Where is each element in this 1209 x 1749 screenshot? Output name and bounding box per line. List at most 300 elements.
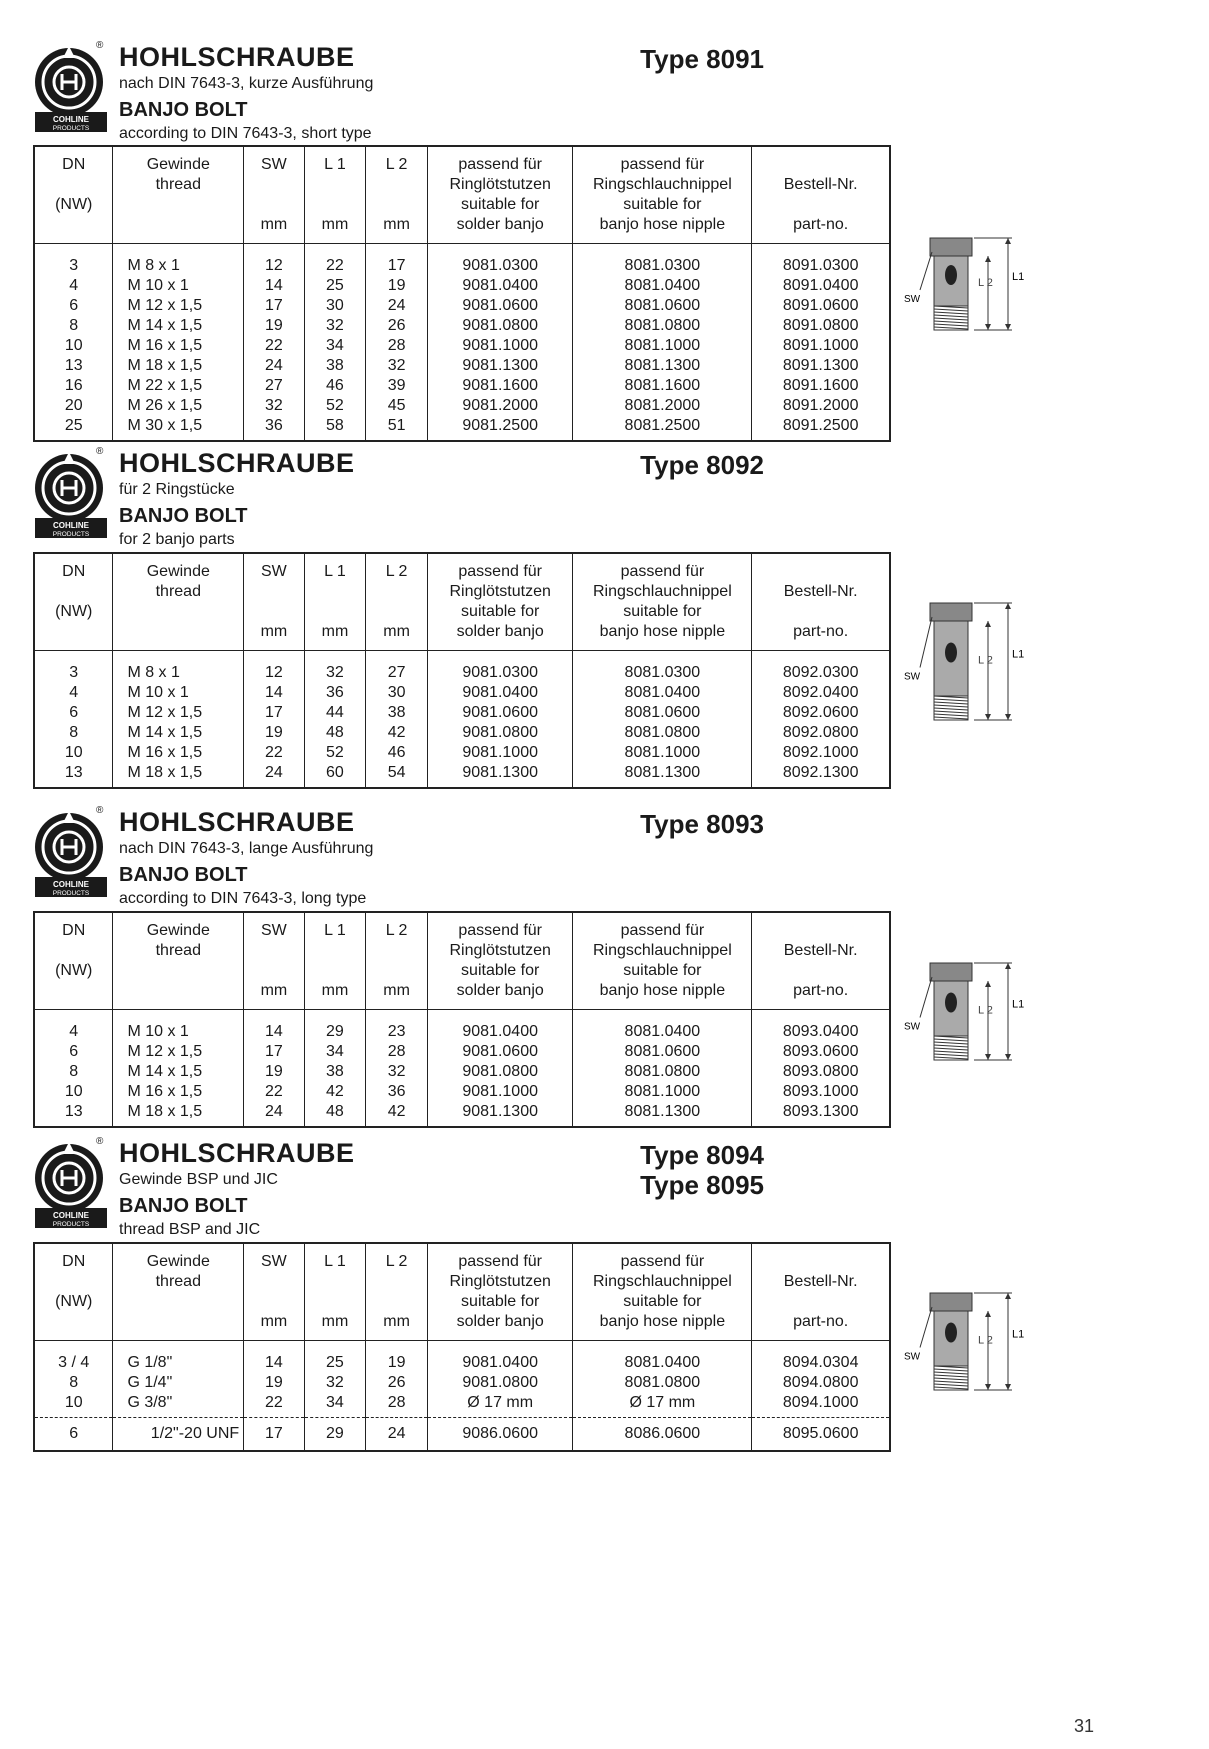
table-cell: M 18 x 1,5 [127, 1103, 203, 1120]
table-cell: 24 [387, 297, 406, 314]
col-l2-header: L 2 mm [366, 1243, 428, 1341]
table-cell: 3 / 4 [58, 1354, 90, 1371]
table-cell: 36 [326, 684, 344, 701]
banjo-bolt-drawing-icon [900, 1285, 1050, 1395]
type-number: Type 8093 [640, 809, 764, 839]
table-cell: 42 [387, 1103, 406, 1120]
table-cell: 8081.1300 [624, 764, 701, 781]
col-l2-header: L 2 mm [366, 146, 428, 244]
svg-text:COHLINE: COHLINE [53, 1211, 89, 1220]
svg-text:PRODUCTS: PRODUCTS [52, 531, 90, 538]
table-cell: 9081.0600 [462, 704, 538, 721]
table-cell: 32 [326, 1374, 344, 1391]
col-l2-header: L 2 mm [366, 553, 428, 651]
col-thread-header: Gewinde thread [113, 146, 244, 244]
table-cell: 17 [264, 704, 283, 721]
spec-table [33, 911, 891, 1128]
subtitle-de: nach DIN 7643-3, lange Ausführung [119, 840, 374, 857]
table-cell: 3 [69, 664, 79, 681]
table-cell: Ø 17 mm [467, 1394, 534, 1411]
type-number: Type 8094 [640, 1140, 764, 1170]
table-cell: M 30 x 1,5 [127, 417, 203, 434]
table-cell: M 10 x 1 [127, 684, 189, 701]
table-cell: 9081.0400 [462, 684, 538, 701]
table-header-row [34, 553, 890, 651]
table-cell: 30 [326, 297, 344, 314]
table-cell: 23 [387, 1023, 406, 1040]
col-hose-header: passend für Ringschlauchnippel suitable for banjo hose nipple [573, 553, 752, 651]
table-cell: 19 [264, 1374, 283, 1391]
col-solder-values [427, 1010, 573, 1128]
svg-text:L1: L1 [1012, 271, 1025, 283]
table-cell: 45 [387, 397, 406, 414]
title-de: HOHLSCHRAUBE [119, 1138, 355, 1168]
col-solder-header: passend für Ringlötstutzen suitable for solder banjo [427, 146, 573, 244]
table-cell: 8081.1600 [624, 377, 701, 394]
col-l2-values [366, 1341, 428, 1418]
table-cell: 8 [69, 317, 79, 334]
table-cell: 19 [264, 724, 283, 741]
table-cell: 8091.1600 [782, 377, 859, 394]
col-dn-values [34, 651, 113, 789]
table-cell: 24 [264, 764, 283, 781]
page-number: 31 [1073, 1716, 1094, 1736]
col-l1-header: L 1 mm [304, 1243, 366, 1341]
table-cell: 32 [387, 357, 406, 374]
svg-text:PRODUCTS: PRODUCTS [52, 1221, 90, 1228]
table-body [34, 244, 890, 442]
table-cell: 8094.0304 [782, 1354, 859, 1371]
col-dn-header: DN (NW) [34, 1243, 113, 1341]
table-cell: 24 [366, 1418, 428, 1452]
table-cell: 9081.0800 [462, 1374, 538, 1391]
table-cell: 10 [64, 744, 83, 761]
col-thread-values [113, 1341, 244, 1418]
brand-logo-icon [33, 1138, 113, 1228]
table-cell: 8091.0800 [782, 317, 859, 334]
banjo-bolt-drawing-icon [900, 595, 1050, 705]
registered-mark: ® [96, 805, 104, 816]
table-cell: 38 [387, 704, 406, 721]
title-de: HOHLSCHRAUBE [119, 807, 355, 837]
table-cell: 9081.0300 [462, 664, 538, 681]
table-cell: 8081.0800 [624, 1374, 701, 1391]
table-cell: 8081.0400 [624, 1023, 701, 1040]
table-cell: 28 [387, 1394, 406, 1411]
type-label [640, 809, 764, 839]
table-cell: 8081.1000 [624, 1083, 701, 1100]
type-label [640, 450, 764, 480]
table-cell: 8081.1000 [624, 744, 701, 761]
col-l1-values [304, 1010, 366, 1128]
table-header-row [34, 1243, 890, 1341]
table-cell: 46 [387, 744, 406, 761]
table-cell: 8093.0400 [782, 1023, 859, 1040]
col-hose-values [573, 651, 752, 789]
table-cell: M 18 x 1,5 [127, 357, 203, 374]
table-cell: 8081.2000 [624, 397, 701, 414]
col-solder-values [427, 1341, 573, 1418]
col-l2-values [366, 244, 428, 442]
table-cell: 60 [326, 764, 344, 781]
col-thread-values [113, 1010, 244, 1128]
subtitle-en: according to DIN 7643-3, long type [119, 890, 367, 907]
table-cell: 8081.0800 [624, 317, 701, 334]
table-cell: 10 [64, 1394, 83, 1411]
col-part-values [752, 651, 890, 789]
table-cell: 9081.1300 [462, 1103, 538, 1120]
table-cell: M 12 x 1,5 [127, 297, 203, 314]
table-header-row [34, 912, 890, 1010]
svg-text:COHLINE: COHLINE [53, 880, 89, 889]
table-cell: M 22 x 1,5 [127, 377, 203, 394]
type-number: Type 8095 [640, 1170, 764, 1200]
section-header [119, 448, 355, 550]
table-cell: 25 [326, 277, 344, 294]
table-cell: 22 [264, 337, 283, 354]
col-l1-values [304, 1341, 366, 1418]
svg-text:L 2: L 2 [978, 1334, 993, 1347]
table-cell: 8091.0400 [782, 277, 859, 294]
table-cell: M 10 x 1 [127, 1023, 189, 1040]
svg-text:L1: L1 [1012, 998, 1025, 1011]
col-l1-header: L 1 mm [304, 553, 366, 651]
table-cell: 9081.0400 [462, 1023, 538, 1040]
table-cell: 38 [326, 1063, 344, 1080]
table-cell: 38 [326, 357, 344, 374]
table-cell: 9081.0600 [462, 297, 538, 314]
col-part-values [752, 1010, 890, 1128]
table-cell: 8091.1300 [782, 357, 859, 374]
table-cell: 8093.0600 [782, 1043, 859, 1060]
table-cell: 13 [64, 764, 83, 781]
table-cell: 25 [64, 417, 83, 434]
brand-logo-icon [33, 448, 113, 538]
col-sw-values [244, 651, 304, 789]
svg-text:L1: L1 [1012, 648, 1025, 661]
table-cell: 48 [326, 1103, 344, 1120]
table-cell: 8 [69, 1063, 79, 1080]
title-de: HOHLSCHRAUBE [119, 42, 355, 72]
type-label [640, 1140, 764, 1200]
col-dn-header: DN (NW) [34, 146, 113, 244]
table-cell: 8091.0600 [782, 297, 859, 314]
table-cell: 22 [264, 1394, 283, 1411]
table-cell: 14 [264, 1354, 283, 1371]
col-dn-values [34, 1341, 113, 1418]
section-header [119, 1138, 355, 1240]
table-cell: 8092.1300 [782, 764, 859, 781]
table-cell: 8092.0600 [782, 704, 859, 721]
table-cell: 8091.2500 [782, 417, 859, 434]
table-cell: 6 [34, 1418, 113, 1452]
table-cell: 8081.0400 [624, 684, 701, 701]
table-cell: 8081.0300 [624, 664, 701, 681]
col-l2-values [366, 651, 428, 789]
table-row-extra [34, 1418, 890, 1452]
table-cell: 27 [264, 377, 283, 394]
table-cell: 9081.0300 [462, 257, 538, 274]
table-cell: 26 [387, 317, 406, 334]
table-cell: 26 [387, 1374, 406, 1391]
table-cell: 54 [387, 764, 406, 781]
table-cell: 14 [264, 277, 283, 294]
table-cell: 12 [264, 664, 283, 681]
table-cell: 29 [326, 1023, 344, 1040]
col-solder-values [427, 651, 573, 789]
svg-text:SW: SW [904, 671, 921, 683]
table-cell: G 3/8" [127, 1394, 173, 1411]
col-sw-values [244, 1341, 304, 1418]
table-cell: 6 [69, 1043, 79, 1060]
section-header [119, 807, 373, 909]
table-cell: 32 [326, 317, 344, 334]
col-hose-values [573, 244, 752, 442]
col-thread-values [113, 651, 244, 789]
table-cell: 48 [326, 724, 344, 741]
table-cell: 9081.1300 [462, 357, 538, 374]
col-dn-values [34, 244, 113, 442]
table-cell: 8095.0600 [752, 1418, 890, 1452]
col-hose-header: passend für Ringschlauchnippel suitable for banjo hose nipple [573, 912, 752, 1010]
col-dn-values [34, 1010, 113, 1128]
table-cell: 39 [387, 377, 406, 394]
subtitle-en: thread BSP and JIC [119, 1221, 261, 1238]
title-en: BANJO BOLT [119, 99, 248, 121]
col-sw-header: SW mm [244, 1243, 304, 1341]
table-cell: 9081.1000 [462, 1083, 538, 1100]
table-cell: 6 [69, 704, 79, 721]
table-cell: 8081.1000 [624, 337, 701, 354]
col-dn-header: DN (NW) [34, 912, 113, 1010]
col-hose-values [573, 1010, 752, 1128]
title-en: BANJO BOLT [119, 505, 248, 527]
col-thread-header: Gewinde thread [113, 1243, 244, 1341]
table-cell: 8094.1000 [782, 1394, 859, 1411]
svg-text:L 2: L 2 [978, 654, 993, 667]
type-label [640, 44, 764, 74]
col-thread-header: Gewinde thread [113, 912, 244, 1010]
registered-mark: ® [96, 1136, 104, 1147]
table-cell: 22 [264, 744, 283, 761]
col-dn-header: DN (NW) [34, 553, 113, 651]
table-cell: 14 [264, 1023, 283, 1040]
table-cell: 28 [387, 1043, 406, 1060]
table-cell: M 12 x 1,5 [127, 1043, 203, 1060]
table-cell: M 8 x 1 [127, 257, 180, 274]
table-cell: 10 [64, 1083, 83, 1100]
table-cell: 8092.0800 [782, 724, 859, 741]
table-cell: 32 [326, 664, 344, 681]
svg-text:SW: SW [904, 1351, 921, 1363]
table-cell: 28 [387, 337, 406, 354]
table-body [34, 651, 890, 789]
title-en: BANJO BOLT [119, 1195, 248, 1217]
table-cell: 17 [244, 1418, 304, 1452]
table-cell: 8081.1300 [624, 1103, 701, 1120]
table-cell: 8081.0800 [624, 1063, 701, 1080]
spec-table [33, 1242, 891, 1452]
col-l1-header: L 1 mm [304, 146, 366, 244]
table-cell: Ø 17 mm [629, 1394, 696, 1411]
table-cell: 9081.0400 [462, 277, 538, 294]
col-sw-header: SW mm [244, 553, 304, 651]
brand-logo-icon [33, 42, 113, 132]
table-cell: 14 [264, 684, 283, 701]
col-sw-values [244, 1010, 304, 1128]
banjo-bolt-drawing-icon [900, 230, 1050, 340]
table-cell: 9081.0800 [462, 1063, 538, 1080]
table-cell: 13 [64, 357, 83, 374]
col-l2-header: L 2 mm [366, 912, 428, 1010]
table-cell: 4 [69, 1023, 79, 1040]
table-body [34, 1341, 890, 1418]
table-cell: 8081.0300 [624, 257, 701, 274]
col-part-header: Bestell-Nr. part-no. [752, 1243, 890, 1341]
table-cell: 1/2"-20 UNF [113, 1418, 244, 1452]
table-cell: M 14 x 1,5 [127, 317, 203, 334]
table-cell: M 18 x 1,5 [127, 764, 203, 781]
svg-text:L 2: L 2 [978, 1004, 993, 1017]
table-cell: M 14 x 1,5 [127, 1063, 203, 1080]
table-cell: 4 [69, 684, 79, 701]
table-cell: 8 [69, 724, 79, 741]
table-cell: 25 [326, 1354, 344, 1371]
brand-logo-icon [33, 807, 113, 897]
table-cell: M 16 x 1,5 [127, 337, 203, 354]
table-cell: 51 [387, 417, 406, 434]
registered-mark: ® [96, 446, 104, 457]
table-cell: M 14 x 1,5 [127, 724, 203, 741]
table-cell: 8081.0400 [624, 1354, 701, 1371]
table-cell: 8092.0300 [782, 664, 859, 681]
col-hose-values [573, 1341, 752, 1418]
col-l1-header: L 1 mm [304, 912, 366, 1010]
col-solder-header: passend für Ringlötstutzen suitable for solder banjo [427, 1243, 573, 1341]
svg-text:L 2: L 2 [978, 277, 993, 289]
table-cell: M 10 x 1 [127, 277, 189, 294]
spec-table [33, 552, 891, 789]
col-solder-header: passend für Ringlötstutzen suitable for solder banjo [427, 553, 573, 651]
table-cell: 9081.1000 [462, 744, 538, 761]
table-cell: 32 [264, 397, 283, 414]
table-cell: 58 [326, 417, 344, 434]
table-cell: 9081.1300 [462, 764, 538, 781]
subtitle-en: according to DIN 7643-3, short type [119, 125, 372, 142]
subtitle-en: for 2 banjo parts [119, 531, 235, 548]
registered-mark: ® [96, 40, 104, 51]
table-cell: 8093.1000 [782, 1083, 859, 1100]
table-cell: M 8 x 1 [127, 664, 180, 681]
col-solder-values [427, 244, 573, 442]
col-l1-values [304, 651, 366, 789]
table-cell: 52 [326, 397, 344, 414]
table-cell: 36 [387, 1083, 406, 1100]
title-de: HOHLSCHRAUBE [119, 448, 355, 478]
table-cell: M 12 x 1,5 [127, 704, 203, 721]
table-cell: 8081.2500 [624, 417, 701, 434]
svg-text:PRODUCTS: PRODUCTS [52, 125, 90, 132]
table-cell: 8091.0300 [782, 257, 859, 274]
table-cell: G 1/8" [127, 1354, 173, 1371]
col-l2-values [366, 1010, 428, 1128]
col-hose-header: passend für Ringschlauchnippel suitable for banjo hose nipple [573, 1243, 752, 1341]
svg-text:COHLINE: COHLINE [53, 115, 89, 124]
table-cell: 9081.2000 [462, 397, 538, 414]
table-cell: 20 [64, 397, 83, 414]
table-cell: 8081.0600 [624, 704, 701, 721]
table-cell: 16 [64, 377, 83, 394]
type-number: Type 8091 [640, 44, 764, 74]
table-cell: 8092.0400 [782, 684, 859, 701]
svg-text:COHLINE: COHLINE [53, 521, 89, 530]
table-cell: 9081.0800 [462, 724, 538, 741]
table-cell: 29 [304, 1418, 366, 1452]
table-cell: 13 [64, 1103, 83, 1120]
table-cell: 8 [69, 1374, 79, 1391]
col-thread-header: Gewinde thread [113, 553, 244, 651]
subtitle-de: für 2 Ringstücke [119, 481, 235, 498]
table-header-row [34, 146, 890, 244]
table-cell: 46 [326, 377, 344, 394]
table-cell: 8086.0600 [573, 1418, 752, 1452]
title-en: BANJO BOLT [119, 864, 248, 886]
table-cell: 8081.0600 [624, 1043, 701, 1060]
table-cell: 24 [264, 357, 283, 374]
table-cell: 32 [387, 1063, 406, 1080]
table-cell: 17 [387, 257, 406, 274]
table-cell: 9081.0600 [462, 1043, 538, 1060]
col-sw-header: SW mm [244, 146, 304, 244]
col-part-values [752, 244, 890, 442]
table-cell: 19 [387, 277, 406, 294]
table-cell: 8081.0800 [624, 724, 701, 741]
col-sw-header: SW mm [244, 912, 304, 1010]
col-part-header: Bestell-Nr. part-no. [752, 912, 890, 1010]
table-cell: 6 [69, 297, 79, 314]
table-cell: M 16 x 1,5 [127, 1083, 203, 1100]
table-cell: G 1/4" [127, 1374, 173, 1391]
table-cell: 8081.0600 [624, 297, 701, 314]
table-cell: 10 [64, 337, 83, 354]
table-cell: 9086.0600 [427, 1418, 573, 1452]
col-hose-header: passend für Ringschlauchnippel suitable for banjo hose nipple [573, 146, 752, 244]
table-cell: 8092.1000 [782, 744, 859, 761]
table-cell: 9081.1600 [462, 377, 538, 394]
banjo-bolt-drawing-icon [900, 955, 1050, 1065]
table-cell: 34 [326, 1043, 344, 1060]
table-cell: 8094.0800 [782, 1374, 859, 1391]
svg-text:PRODUCTS: PRODUCTS [52, 890, 90, 897]
col-solder-header: passend für Ringlötstutzen suitable for solder banjo [427, 912, 573, 1010]
subtitle-de: Gewinde BSP und JIC [119, 1171, 278, 1188]
table-cell: 22 [264, 1083, 283, 1100]
table-cell: M 16 x 1,5 [127, 744, 203, 761]
type-number: Type 8092 [640, 450, 764, 480]
table-cell: 24 [264, 1103, 283, 1120]
table-cell: 44 [326, 704, 344, 721]
section-header [119, 42, 373, 144]
table-body [34, 1010, 890, 1128]
table-cell: 42 [326, 1083, 344, 1100]
table-cell: 8091.2000 [782, 397, 859, 414]
table-cell: 9081.0800 [462, 317, 538, 334]
table-cell: 36 [264, 417, 283, 434]
svg-text:L1: L1 [1012, 1328, 1025, 1341]
table-cell: 42 [387, 724, 406, 741]
col-sw-values [244, 244, 304, 442]
col-l1-values [304, 244, 366, 442]
